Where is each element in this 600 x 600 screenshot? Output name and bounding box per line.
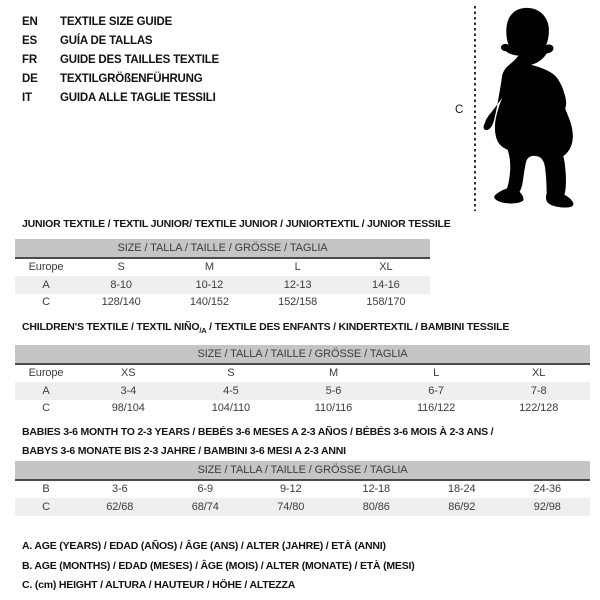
table-row — [15, 498, 590, 516]
table-row — [15, 276, 430, 294]
table-cell: 152/158 — [278, 296, 318, 309]
size-header-label: SIZE / TALLA / TAILLE / GRÖSSE / TAGLIA — [15, 345, 590, 364]
language-title-row — [22, 89, 219, 108]
table-cell: XL — [532, 367, 546, 380]
table-cell: 92/98 — [505, 498, 591, 516]
junior-size-table — [15, 239, 430, 311]
section-babies-textile — [15, 423, 590, 516]
section-title-text: BABYS 3-6 MONATE BIS 2-3 JAHRE / BAMBINI 3-6 MESI A 2-3 ANNI — [22, 445, 346, 457]
table-cell: 98/104 — [111, 402, 145, 415]
table-cell: 7-8 — [487, 382, 590, 400]
guide-title: GUIDA ALLE TAGLIE TESSILI — [60, 92, 216, 104]
table-row — [15, 382, 590, 400]
table-cell: 86/92 — [419, 498, 505, 516]
section-title-text: BABIES 3-6 MONTH TO 2-3 YEARS / BEBÉS 3-6 MESES A 2-3 AÑOS / BÉBÉS 3-6 MOIS À 2-3 ANS / — [22, 426, 494, 438]
row-label: Europe — [28, 261, 64, 274]
table-cell: 8-10 — [77, 276, 165, 294]
row-label: A — [15, 382, 77, 400]
table-row — [15, 294, 430, 312]
table-cell: 3-4 — [77, 382, 180, 400]
table-cell: 116/122 — [416, 402, 456, 415]
language-title-list — [22, 13, 219, 108]
row-label: Europe — [28, 367, 64, 380]
table-cell: 4-5 — [180, 382, 283, 400]
table-cell: 9-12 — [279, 483, 302, 496]
section-children-textile — [15, 318, 590, 417]
baby-silhouette-icon — [483, 4, 579, 210]
table-header-bar — [15, 239, 430, 258]
table-cell: 3-6 — [111, 483, 128, 496]
section-title — [15, 423, 590, 461]
note-line: C. (cm) HEIGHT / ALTURA / HAUTEUR / HÖHE / ALTEZZA — [22, 579, 296, 591]
language-code: IT — [22, 92, 32, 104]
children-size-table — [15, 345, 590, 417]
table-row — [15, 364, 590, 383]
size-header-label: SIZE / TALLA / TAILLE / GRÖSSE / TAGLIA — [15, 239, 430, 258]
section-title — [15, 215, 451, 234]
note-line: A. AGE (YEARS) / EDAD (AÑOS) / ÂGE (ANS) / ALTER (JAHRE) / ETÀ (ANNI) — [22, 540, 386, 552]
table-cell: 110/116 — [314, 402, 353, 415]
table-row — [15, 258, 430, 277]
table-cell: 10-12 — [165, 276, 253, 294]
table-row — [15, 400, 590, 418]
table-cell: XS — [121, 367, 136, 380]
notes-list — [22, 537, 415, 596]
table-row — [15, 480, 590, 499]
table-cell: 74/80 — [248, 498, 334, 516]
note-line: B. AGE (MONTHS) / EDAD (MESES) / ÂGE (MOIS) / ALTER (MONATE) / ETÀ (MESI) — [22, 559, 415, 572]
guide-title: GUÍA DE TALLAS — [60, 35, 153, 47]
row-label: C — [42, 402, 50, 415]
guide-title: TEXTILGRÖßENFÜHRUNG — [60, 73, 203, 85]
table-cell: 14-16 — [342, 276, 430, 294]
table-cell: XL — [379, 261, 393, 274]
section-title-text: CHILDREN'S TEXTILE / TEXTIL NIÑO — [22, 321, 200, 333]
row-label: A — [15, 276, 77, 294]
section-junior-textile — [15, 215, 451, 311]
table-cell: 62/68 — [77, 498, 163, 516]
table-cell: 12-13 — [254, 276, 342, 294]
section-title-line — [22, 318, 590, 337]
table-cell: 24-36 — [533, 483, 562, 496]
row-label: C — [42, 296, 50, 309]
table-cell: 18-24 — [447, 483, 476, 496]
table-cell: M — [328, 367, 339, 380]
table-cell: 68/74 — [163, 498, 249, 516]
section-title-text: JUNIOR TEXTILE / TEXTIL JUNIOR/ TEXTILE JUNIOR / JUNIORTEXTIL / JUNIOR TESSILE — [22, 218, 451, 230]
language-title-row — [22, 51, 219, 70]
table-cell: 158/170 — [366, 296, 406, 309]
guide-title: GUIDE DES TAILLES TEXTILE — [60, 54, 219, 66]
language-code: FR — [22, 54, 37, 66]
table-cell: L — [294, 261, 301, 274]
language-code: DE — [22, 73, 38, 85]
height-measure-label: C — [455, 104, 464, 116]
language-code: ES — [22, 35, 37, 47]
language-title-row — [22, 70, 219, 89]
table-cell: 104/110 — [211, 402, 251, 415]
table-cell: 140/152 — [189, 296, 229, 309]
language-code: EN — [22, 16, 38, 28]
height-measure-dashed-line — [474, 6, 476, 211]
table-cell: M — [204, 261, 214, 274]
table-cell: 80/86 — [334, 498, 420, 516]
section-title-line — [22, 423, 590, 442]
table-cell: 5-6 — [282, 382, 385, 400]
table-cell: 122/128 — [519, 402, 559, 415]
language-title-row — [22, 13, 219, 32]
table-cell: 128/140 — [101, 296, 141, 309]
language-title-row — [22, 32, 219, 51]
table-cell: L — [433, 367, 440, 380]
section-title-subscript: /A — [199, 325, 207, 335]
section-title-line — [22, 442, 590, 461]
table-cell: 6-7 — [385, 382, 488, 400]
section-title-text: / TEXTILE DES ENFANTS / KINDERTEXTIL / BAMBINI TESSILE — [206, 321, 510, 333]
table-cell: S — [227, 367, 235, 380]
table-header-bar — [15, 345, 590, 364]
table-header-bar — [15, 461, 590, 480]
babies-size-table — [15, 461, 590, 516]
table-cell: 12-18 — [362, 483, 391, 496]
section-title-line — [22, 215, 451, 234]
table-cell: 6-9 — [197, 483, 214, 496]
guide-title: TEXTILE SIZE GUIDE — [60, 16, 173, 28]
row-label: C — [15, 498, 77, 516]
row-label: B — [42, 483, 50, 496]
size-header-label: SIZE / TALLA / TAILLE / GRÖSSE / TAGLIA — [15, 461, 590, 480]
table-cell: S — [117, 261, 125, 274]
section-title — [15, 318, 590, 337]
